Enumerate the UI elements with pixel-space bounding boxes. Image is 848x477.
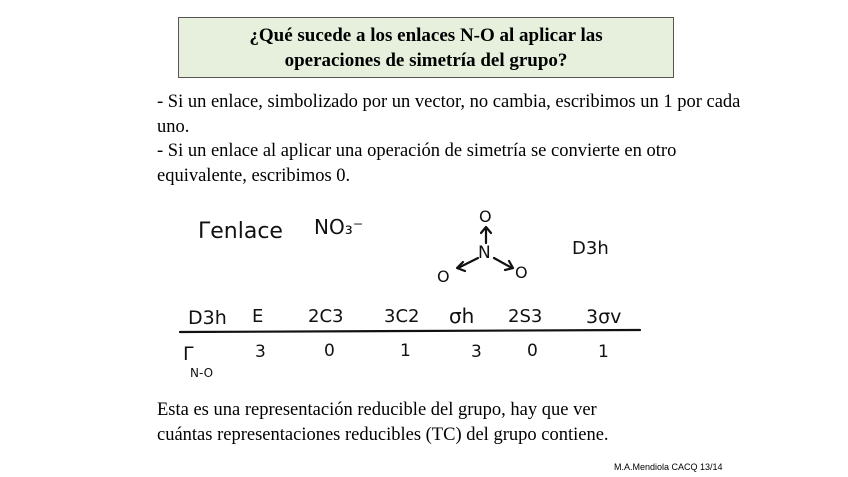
conclusion-text <box>157 398 757 447</box>
table-group-label: D3h <box>188 307 227 329</box>
table-divider <box>180 330 640 332</box>
nitrate-ion-label: NO₃⁻ <box>314 215 364 239</box>
gamma-enlace-label: Γenlace <box>198 219 283 244</box>
header-3C2: 3C2 <box>384 306 420 327</box>
header-sigma-h: σh <box>449 304 475 328</box>
value-3C2: 1 <box>400 341 411 361</box>
header-E: E <box>252 306 264 327</box>
conclusion-line-2: cuántas representaciones reducibles (TC) del grupo contiene. <box>157 424 609 445</box>
footer-credit: M.A.Mendiola CACQ 13/14 <box>614 462 723 472</box>
conclusion-line-1: Esta es una representación reducible del grupo, hay que ver <box>157 400 597 420</box>
rule-2: - Si un enlace al aplicar una operación de simetría se convierte en otro equivalente, escribimos 0. <box>157 141 677 186</box>
oxygen-right: O <box>515 263 528 282</box>
point-group-label: D3h <box>572 238 609 259</box>
oxygen-top: O <box>479 207 492 226</box>
rule-1: - Si un enlace, simbolizado por un vector, no cambia, escribimos un 1 por cada uno. <box>157 92 741 137</box>
header-2C3: 2C3 <box>308 306 344 327</box>
header-3sigma-v: 3σv <box>586 306 622 328</box>
header-2S3: 2S3 <box>508 306 543 327</box>
row-gamma-label: Γ <box>183 343 194 365</box>
value-sigma-h: 3 <box>471 342 482 362</box>
oxygen-left: O <box>437 267 450 286</box>
value-3sigma-v: 1 <box>598 342 609 362</box>
value-2S3: 0 <box>527 341 538 361</box>
value-E: 3 <box>255 342 266 362</box>
slide-title: ¿Qué sucede a los enlaces N-O al aplicar las operaciones de simetría del grupo? <box>249 24 603 71</box>
row-no-label: N-O <box>190 366 214 380</box>
nitrogen-center: N <box>478 243 491 263</box>
value-2C3: 0 <box>324 341 335 361</box>
